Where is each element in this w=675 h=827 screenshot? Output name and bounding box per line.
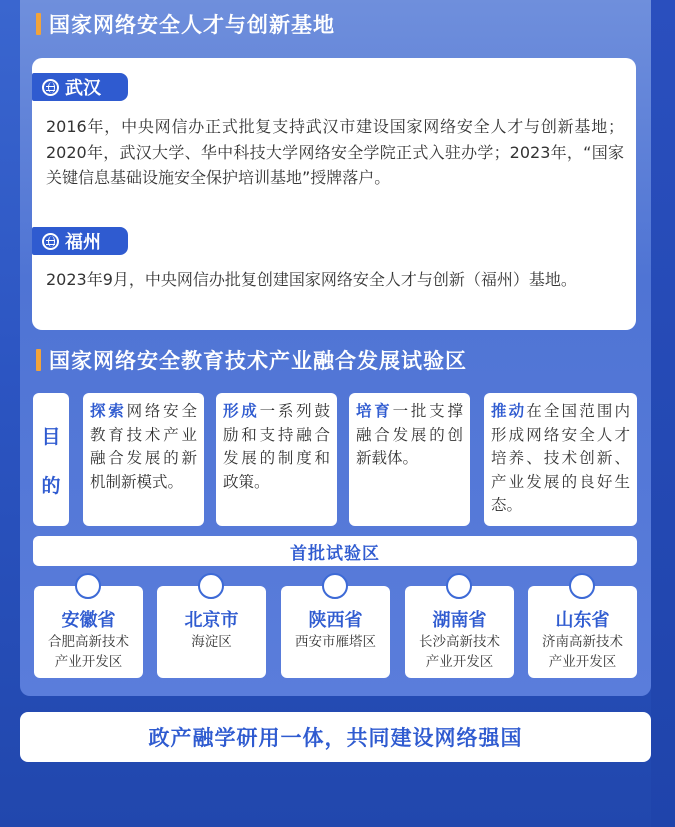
zone-line: 产业开发区 [54, 654, 123, 670]
province-zone [405, 632, 514, 672]
city-description-wuhan: 2016年，中央网信办正式批复支持武汉市建设国家网络安全人才与创新基地；2020年，武汉大学、华中科技大学网络安全学院正式入驻办学；2023年，“国家关键信息基础设施安全保护培训基地”授牌落户。 [46, 117, 624, 187]
goal-text: 一批支撑融合发展的创新载体。 [356, 402, 463, 467]
city-name: 福州 [65, 232, 101, 253]
first-batch-title: 首批试验区 [33, 536, 637, 566]
slogan-banner: 政产融学研用一体，共同建设网络强国 [20, 712, 651, 762]
province-name: 北京市 [184, 610, 239, 631]
zone-line: 产业开发区 [425, 654, 494, 670]
goal-text: 网络安全教育技术产业融合发展的新机制新模式。 [90, 402, 197, 491]
circle-marker-icon [446, 573, 472, 599]
section2-title: 国家网络安全教育技术产业融合发展试验区 [49, 349, 467, 373]
province-zone [281, 632, 390, 652]
goal-card [83, 393, 204, 526]
goal-keyword: 探索 [90, 402, 127, 420]
section-title-base [36, 10, 335, 38]
province-name: 安徽省 [61, 610, 116, 631]
goal-keyword: 培育 [356, 402, 393, 420]
zone-line: 海淀区 [191, 634, 232, 650]
city-name: 武汉 [65, 78, 101, 99]
province-card [528, 586, 637, 678]
province-zone [34, 632, 143, 672]
province-name: 湖南省 [432, 610, 487, 631]
circle-marker-icon [569, 573, 595, 599]
circle-marker-icon [322, 573, 348, 599]
circle-marker-icon [198, 573, 224, 599]
background-strip [651, 0, 675, 827]
goal-label-char: 的 [41, 474, 61, 497]
globe-icon [42, 233, 59, 250]
province-card [405, 586, 514, 678]
province-card [281, 586, 390, 678]
goal-card [216, 393, 337, 526]
zone-line: 合肥高新技术 [48, 634, 129, 650]
city-tag-fuzhou [32, 227, 128, 255]
goal-card [484, 393, 637, 526]
zone-line: 长沙高新技术 [419, 634, 500, 650]
province-zone [157, 632, 266, 652]
zone-line: 济南高新技术 [542, 634, 623, 650]
title-accent-bar [36, 349, 41, 371]
title-accent-bar [36, 13, 41, 35]
province-zone [528, 632, 637, 672]
goal-text: 在全国范围内形成网络安全人才培养、技术创新、产业发展的良好生态。 [491, 402, 630, 514]
base-info-card [32, 58, 636, 330]
zone-line: 产业开发区 [548, 654, 617, 670]
goal-card [349, 393, 470, 526]
goal-label [33, 393, 69, 526]
circle-marker-icon [75, 573, 101, 599]
globe-icon [42, 79, 59, 96]
zone-line: 西安市雁塔区 [295, 634, 376, 650]
province-name: 陕西省 [308, 610, 363, 631]
goal-keyword: 形成 [223, 402, 260, 420]
goal-text: 一系列鼓励和支持融合发展的制度和政策。 [223, 402, 330, 491]
province-card [157, 586, 266, 678]
goal-label-char: 目 [41, 425, 61, 448]
province-card [34, 586, 143, 678]
goal-keyword: 推动 [491, 402, 527, 420]
province-name: 山东省 [555, 610, 610, 631]
city-tag-wuhan [32, 73, 128, 101]
city-description-fuzhou: 2023年9月，中央网信办批复创建国家网络安全人才与创新（福州）基地。 [46, 270, 577, 289]
section1-title: 国家网络安全人才与创新基地 [49, 13, 335, 37]
section-title-zone [36, 346, 467, 374]
